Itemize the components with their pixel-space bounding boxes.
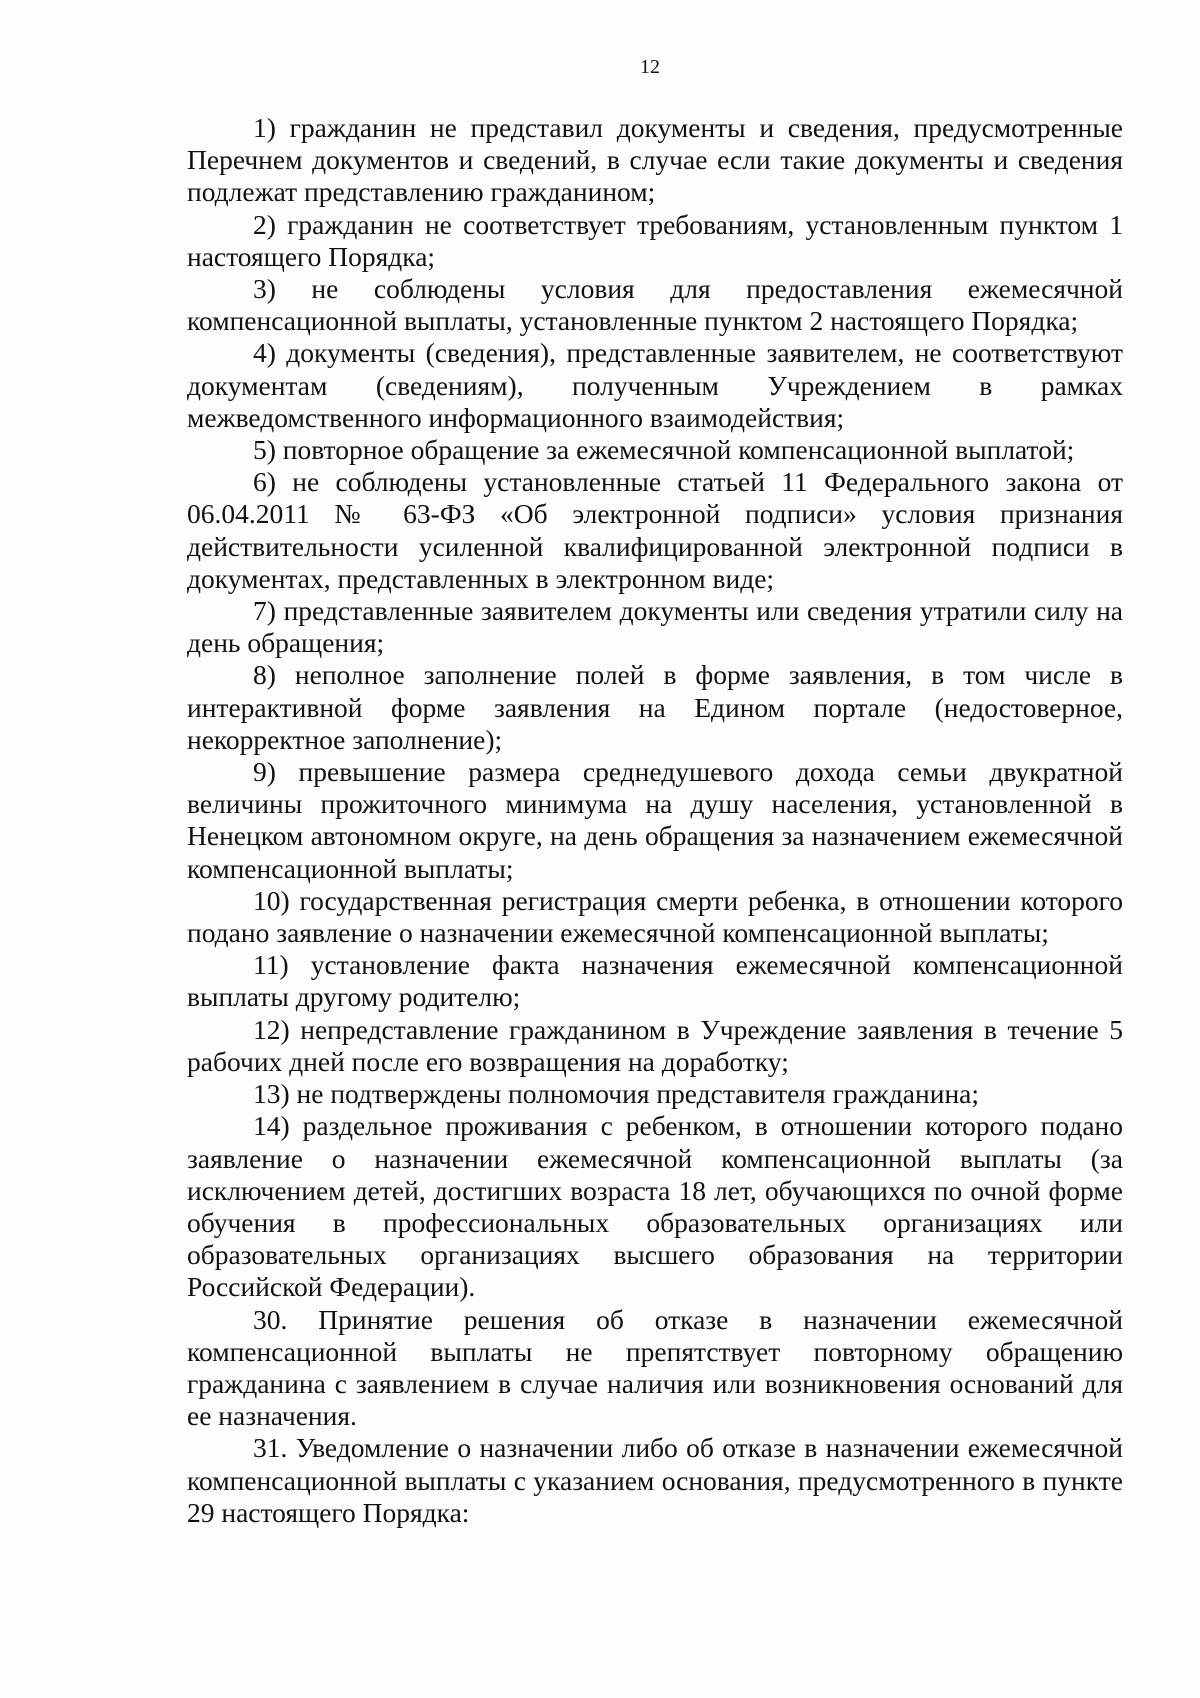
list-item-2: 2) гражданин не соответствует требованиям, установленным пунктом 1 настоящего Порядка; xyxy=(187,208,1123,272)
list-item-9: 9) превышение размера среднедушевого дохода семьи двукратной величины прожиточного минимума на душу населения, установленной в Ненецком автономном округе, на день обращения за назначением ежемесячной компенсационной выплаты; xyxy=(187,756,1123,884)
list-item-10: 10) государственная регистрация смерти ребенка, в отношении которого подано заявление о назначении ежемесячной компенсационной выплаты; xyxy=(187,884,1123,949)
list-item-12: 12) непредставление гражданином в Учреждение заявления в течение 5 рабочих дней после его возвращения на доработку; xyxy=(187,1013,1123,1077)
list-item-6: 6) не соблюдены установленные статьей 11 Федерального закона от 06.04.2011 № 63-ФЗ «Об электронной подписи» условия признания действительности усиленной квалифицированной электронной подписи в документах, представленных в электронном виде; xyxy=(187,466,1123,594)
list-item-5: 5) повторное обращение за ежемесячной компенсационной выплатой; xyxy=(253,434,1075,466)
list-item-1: 1) гражданин не представил документы и сведения, предусмотренные Перечнем документов и сведений, в случае если такие документы и сведения подлежат представлению гражданином; xyxy=(187,112,1123,208)
list-item-8: 8) неполное заполнение полей в форме заявления, в том числе в интерактивной форме заявления на Едином портале (недостоверное, некорректное заполнение); xyxy=(187,659,1123,755)
list-item-4: 4) документы (сведения), представленные заявителем, не соответствуют документам (сведениям), полученным Учреждением в рамках межведомственного информационного взаимодействия; xyxy=(187,337,1123,433)
list-item-7: 7) представленные заявителем документы или сведения утратили силу на день обращения; xyxy=(187,595,1123,659)
list-item-13: 13) не подтверждены полномочия представителя гражданина; xyxy=(253,1078,980,1110)
list-item-3: 3) не соблюдены условия для предоставления ежемесячной компенсационной выплаты, установленные пунктом 2 настоящего Порядка; xyxy=(187,273,1123,337)
list-item-11: 11) установление факта назначения ежемесячной компенсационной выплаты другому родителю; xyxy=(187,949,1123,1013)
page-number: 12 xyxy=(640,56,660,78)
list-item-14: 14) раздельное проживания с ребенком, в отношении которого подано заявление о назначении ежемесячной компенсационной выплаты (за исключением детей, достигших возраста 18 лет, обучающихся по очной форме обучения в профессиональных образовательных организациях или образовательных организациях высшего образования на территории Российской Федерации). xyxy=(187,1110,1123,1303)
section-30: 30. Принятие решения об отказе в назначении ежемесячной компенсационной выплаты не препятствует повторному обращению гражданина с заявлением в случае наличия или возникновения оснований для ее назначения. xyxy=(187,1303,1123,1432)
section-31: 31. Уведомление о назначении либо об отказе в назначении ежемесячной компенсационной выплаты с указанием основания, предусмотренного в пункте 29 настоящего Порядка: xyxy=(187,1432,1123,1528)
document-body xyxy=(187,112,1123,1529)
